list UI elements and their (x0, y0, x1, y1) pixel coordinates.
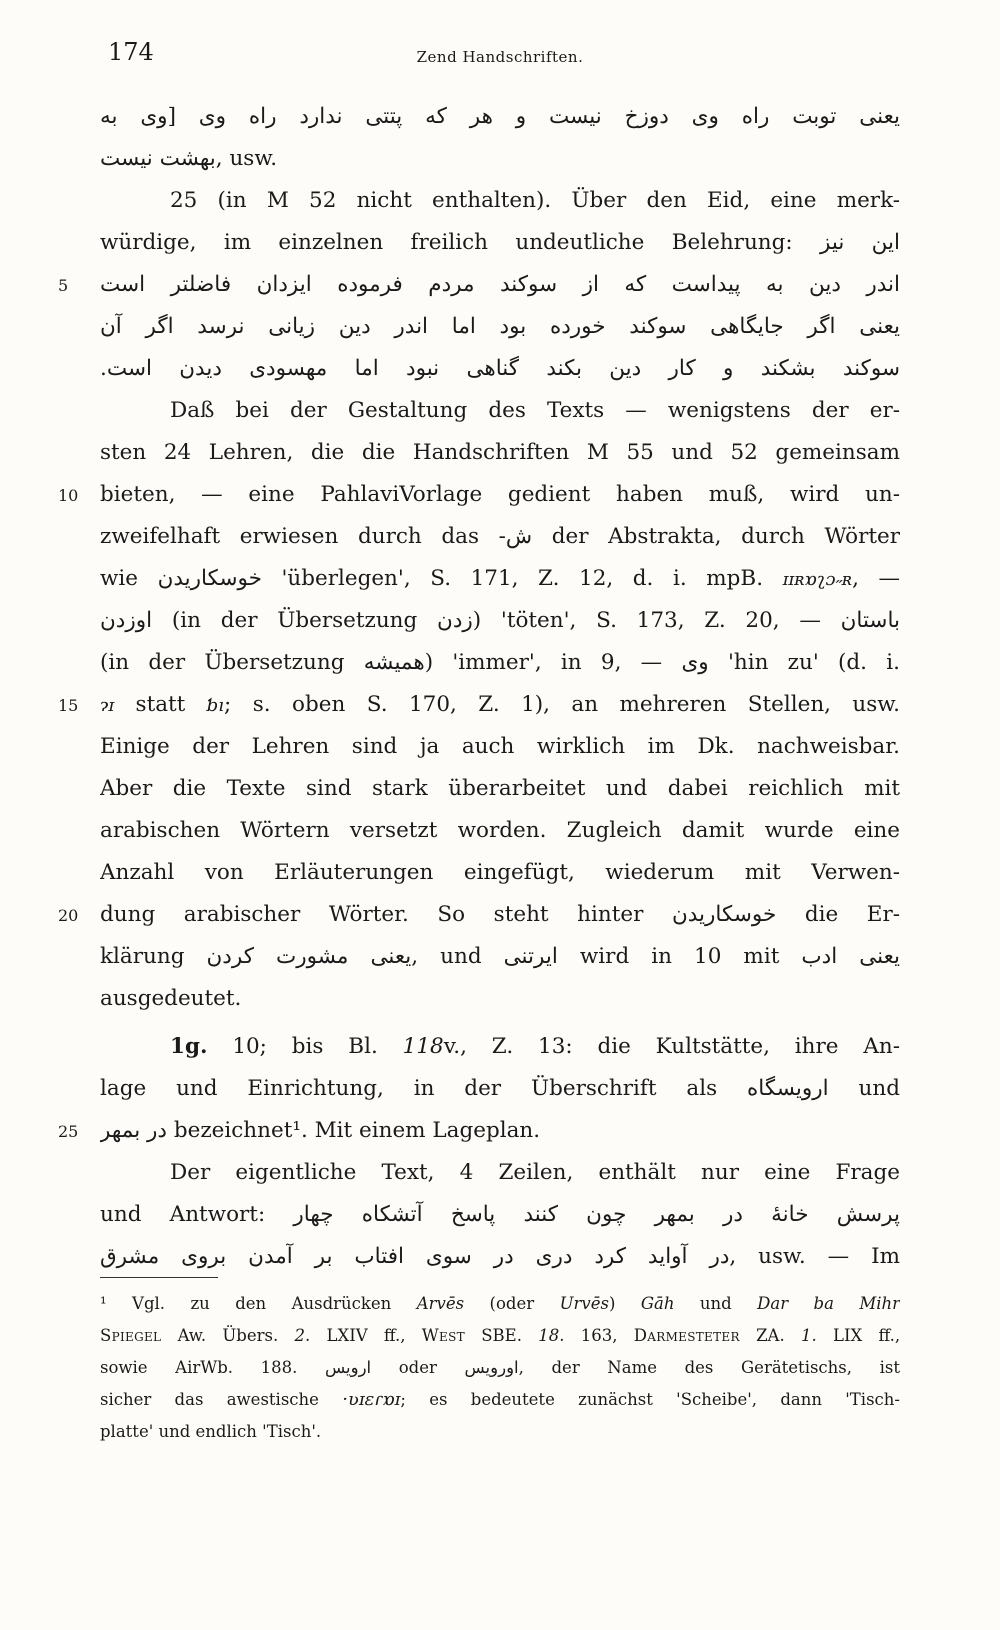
text-line (100, 516, 900, 558)
text-run: und (858, 1076, 900, 1101)
text-line: bieten, — eine PahlaviVorlage gedient haben muß, wird un- (100, 482, 900, 507)
page-header (0, 38, 1000, 78)
persian-phrase: ارویس (324, 1358, 372, 1377)
text-line (100, 1026, 900, 1068)
text-run: wird in 10 mit (579, 944, 780, 969)
text-run: , — (852, 566, 900, 591)
line-number: 5 (58, 276, 69, 295)
persian-phrase: ش- (498, 524, 533, 549)
line-number: 15 (58, 696, 79, 715)
text-line: یعنی توبت راه وی دوزخ نیست و هر که پتتی ندارد راه وی [وی به (100, 104, 900, 129)
text-line (100, 558, 900, 600)
persian-phrase: اورویس (464, 1358, 519, 1377)
text-run: klärung (100, 944, 185, 969)
text-run: LIX ff., (832, 1326, 900, 1345)
pahlavi-script: ƅı (206, 695, 225, 716)
text-run: (in der Übersetzung (100, 650, 345, 675)
footnote-line (100, 1384, 900, 1416)
text-run: 'überlegen', S. 171, Z. 12, d. i. mpB. (281, 566, 764, 591)
text-run: und Antwort: (100, 1202, 266, 1227)
author-name: Spiegel (100, 1326, 162, 1345)
text-run: , und (411, 944, 482, 969)
persian-phrase: همیشه (363, 650, 425, 675)
text-run: der Abstrakta, durch Wörter (551, 524, 900, 549)
text-run: Aw. Übers. (177, 1326, 279, 1345)
text-run: ; es bedeutete zunächst 'Scheibe', dann 'Tisch- (400, 1390, 900, 1409)
text-line: sten 24 Lehren, die die Handschriften M 55 und 52 gemeinsam (100, 440, 900, 465)
text-line: یعنی اگر جایگاهی سوکند خورده بود اما اندر دین زیانی نرسد اگر آن (100, 314, 900, 339)
text-line (100, 1236, 900, 1278)
pahlavi-script: ɂɪ (100, 695, 115, 716)
text-run: (in der Übersetzung (171, 608, 418, 633)
text-run: , usw. — Im (729, 1244, 900, 1269)
text-run: wie (100, 566, 139, 591)
footnote-divider (100, 1277, 218, 1278)
text-line: arabischen Wörtern versetzt worden. Zugleich damit wurde eine (100, 818, 900, 843)
text-run: dung arabischer Wörter. So steht hinter (100, 902, 644, 927)
persian-phrase: ایرتنی (503, 944, 558, 969)
text-run: v., Z. 13: die Kultstätte, ihre An- (443, 1034, 900, 1059)
text-line (100, 642, 900, 684)
text-run: Arvēs (416, 1294, 465, 1313)
footnote-line: platte' und endlich 'Tisch'. (100, 1422, 322, 1441)
persian-phrase: خوسکاریدن (157, 566, 262, 591)
text-line: Der eigentliche Text, 4 Zeilen, enthält nur eine Frage (170, 1160, 900, 1185)
text-run: ¹ Vgl. zu den Ausdrücken (100, 1294, 392, 1313)
text-line: Einige der Lehren sind ja auch wirklich im Dk. nachweisbar. (100, 734, 900, 759)
text-run: 163, (580, 1326, 618, 1345)
persian-phrase: وی (681, 650, 709, 675)
text-line (100, 222, 900, 264)
persian-phrase: باستان (840, 608, 900, 633)
text-run: SBE. (481, 1326, 522, 1345)
text-run: ) 'töten', S. 173, Z. 20, — (472, 608, 821, 633)
persian-phrase: بهشت نیست (100, 146, 216, 171)
text-run: 18. (538, 1326, 565, 1345)
persian-phrase: در بمهر (100, 1118, 167, 1143)
author-name: West (421, 1326, 465, 1345)
text-line: Daß bei der Gestaltung des Texts — wenigstens der er- (170, 398, 900, 423)
text-line: سوکند بشکند و کار دین بکند گناهی نبود اما مهسودی دیدن است. (100, 356, 900, 381)
persian-phrase: ارویسگاه (747, 1076, 829, 1101)
footnote-line (100, 1352, 900, 1384)
text-run: statt (135, 692, 186, 717)
text-run: zweifelhaft erwiesen durch das (100, 524, 479, 549)
text-line (100, 894, 900, 936)
text-run: und (699, 1294, 732, 1313)
text-run: sowie AirWb. 188. (100, 1358, 298, 1377)
text-run: oder (398, 1358, 437, 1377)
text-line (100, 1110, 900, 1152)
line-number: 25 (58, 1122, 79, 1141)
text-run: 10; bis Bl. (232, 1034, 378, 1059)
footnote-line (100, 1288, 900, 1320)
text-run: Gāh (640, 1294, 675, 1313)
text-run: sicher das awestische (100, 1390, 319, 1409)
persian-phrase: زدن (437, 608, 473, 633)
page-number: 174 (108, 38, 154, 66)
persian-phrase: یعنی ادب (801, 944, 900, 969)
text-run: ; s. oben S. 170, Z. 1), an mehreren Stellen, usw. (224, 692, 900, 717)
text-line (100, 600, 900, 642)
text-run: ZA. (756, 1326, 785, 1345)
text-line (100, 1194, 900, 1236)
text-run: Urvēs (559, 1294, 609, 1313)
section-label: 1g. (170, 1034, 208, 1059)
text-run: 2. (294, 1326, 311, 1345)
text-run: bezeichnet¹. Mit einem Lageplan. (173, 1118, 541, 1143)
text-line (100, 936, 900, 978)
text-line: Anzahl von Erläuterungen eingefügt, wiederum mit Verwen- (100, 860, 900, 885)
text-run: ) (608, 1294, 616, 1313)
text-run: lage und Einrichtung, in der Überschrift als (100, 1076, 718, 1101)
line-number: 10 (58, 486, 79, 505)
text-run: würdige, im einzelnen freilich undeutliche Belehrung: (100, 230, 793, 255)
avestan-script: ·ʋɪɛɾɒɪ (342, 1389, 401, 1410)
persian-phrase: پرسش خانهٔ در بمهر چون کنند پاسخ آتشکاه چهار (293, 1202, 900, 1227)
text-line: Aber die Texte sind stark überarbeitet und dabei reichlich mit (100, 776, 900, 801)
text-run: LXIV ff., (326, 1326, 406, 1345)
text-run: Dar ba Mihr (757, 1294, 900, 1313)
persian-phrase: این نیز (820, 230, 900, 255)
pahlavi-script: ɪɪʀɒʅɔ˶ʀ (782, 569, 853, 590)
text-line (100, 684, 900, 726)
text-run: , der Name des Gerätetischs, ist (518, 1358, 900, 1377)
text-run: , usw. (215, 146, 278, 171)
text-line: 25 (in M 52 nicht enthalten). Über den Eid, eine merk- (170, 188, 900, 213)
persian-phrase: اوزدن (100, 608, 153, 633)
persian-phrase: خوسکاریدن (671, 902, 777, 927)
running-title: Zend Handschriften. (416, 48, 584, 66)
text-run: 118 (402, 1034, 444, 1059)
line-number: 20 (58, 906, 79, 925)
text-run: (oder (489, 1294, 535, 1313)
text-run: die Er- (804, 902, 900, 927)
text-line: ausgedeutet. (100, 986, 242, 1011)
text-run: 1. (800, 1326, 817, 1345)
text-line (100, 1068, 900, 1110)
footnote-line (100, 1320, 900, 1352)
persian-phrase: در آواید کرد دری در سوی افتاب بر آمدن بروی مشرق (100, 1244, 730, 1269)
text-run: ) 'immer', in 9, — (424, 650, 663, 675)
text-run: 'hin zu' (d. i. (727, 650, 900, 675)
text-line: اندر دین به پیداست که از سوکند مردم فرموده ایزدان فاضلتر است (100, 272, 900, 297)
author-name: Darmesteter (633, 1326, 740, 1345)
persian-phrase: یعنی مشورت کردن (206, 944, 412, 969)
text-line (100, 138, 900, 180)
